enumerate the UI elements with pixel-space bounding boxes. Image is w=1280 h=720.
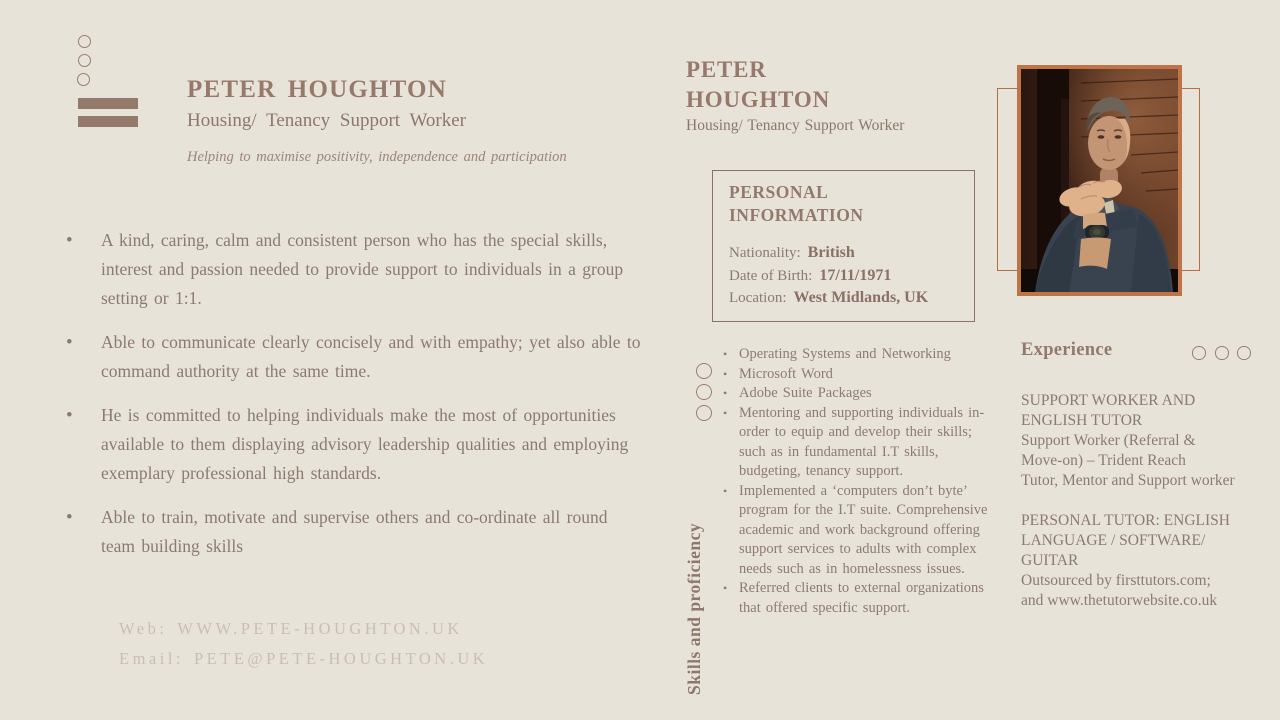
info-value: West Midlands, UK — [793, 289, 929, 306]
candidate-role-middle: Housing/ Tenancy Support Worker — [686, 117, 905, 134]
job-title: PERSONAL TUTOR: ENGLISH LANGUAGE / SOFTWARE/ GUITAR — [1021, 512, 1230, 569]
personal-info-box — [712, 170, 975, 322]
summary-item: • Able to train, motivate and supervise others and co-ordinate all round team building skills — [64, 503, 642, 561]
decor-circle-icon — [1237, 346, 1251, 360]
job-entry — [1021, 511, 1237, 611]
info-row-dob — [729, 265, 958, 288]
summary-item: • Able to communicate clearly concisely and with empathy; yet also able to command authority at the same time. — [64, 328, 642, 386]
skill-item: • Referred clients to external organizations that offered specific support. — [722, 579, 988, 618]
candidate-name-line1: PETER — [686, 57, 767, 82]
job-detail: Support Worker (Referral & Move-on) – Trident Reach — [1021, 432, 1196, 469]
candidate-name: PETER HOUGHTON — [187, 76, 447, 103]
decor-circle-icon — [696, 405, 712, 421]
tagline: Helping to maximise positivity, independence and participation — [187, 149, 567, 165]
summary-item: • A kind, caring, calm and consistent person who has the special skills, interest and passion needed to provide support to individuals in a group setting or 1:1. — [64, 226, 642, 313]
skill-item: • Microsoft Word — [722, 365, 988, 385]
info-value: 17/11/1971 — [819, 266, 892, 284]
website-label: Web: — [119, 619, 168, 638]
personal-info-title: PERSONAL INFORMATION — [729, 182, 864, 225]
experience-title: Experience — [1021, 340, 1113, 360]
job-detail: Tutor, Mentor and Support worker — [1021, 472, 1235, 489]
decor-bar — [78, 116, 138, 127]
portrait-illustration — [1021, 69, 1178, 292]
candidate-name-middle — [686, 55, 830, 115]
decor-bar — [78, 98, 138, 109]
decor-circle-icon — [77, 73, 90, 86]
personal-info-fields — [729, 242, 958, 310]
experience-list — [1021, 391, 1237, 631]
contact-block — [119, 614, 498, 674]
email-row — [119, 644, 498, 674]
info-label: Location: — [729, 290, 787, 306]
skill-item: • Operating Systems and Networking — [722, 345, 988, 365]
decor-circle-icon — [696, 363, 712, 379]
job-entry — [1021, 391, 1237, 491]
summary-list — [64, 226, 642, 576]
info-row-nationality — [729, 242, 958, 265]
skill-item: • Adobe Suite Packages — [722, 384, 988, 404]
info-label: Nationality: — [729, 245, 801, 261]
skills-list — [722, 345, 988, 618]
skill-item: • Implemented a ‘computers don’t byte’ program for the I.T suite. Comprehensive academic and work background offering support services to adults with complex needs such as in homelessness issues. — [722, 482, 988, 580]
website-value: WWW.PETE-HOUGHTON.UK — [177, 619, 463, 638]
decor-circle-icon — [696, 384, 712, 400]
email-value: PETE@PETE-HOUGHTON.UK — [194, 649, 489, 668]
decor-circle-icon — [1192, 346, 1206, 360]
summary-item: • He is committed to helping individuals make the most of opportunities available to them displaying advisory leadership qualities and employing exemplary professional high standards. — [64, 401, 642, 488]
skills-section-label: Skills and proficiency — [684, 522, 704, 695]
decor-circle-icon — [78, 35, 91, 48]
candidate-name-line2: HOUGHTON — [686, 87, 830, 112]
decor-circle-icon — [1215, 346, 1229, 360]
job-title: SUPPORT WORKER AND ENGLISH TUTOR — [1021, 392, 1196, 429]
website-row — [119, 614, 498, 644]
decor-circle-icon — [78, 54, 91, 67]
email-label: Email: — [119, 649, 184, 668]
skill-item: • Mentoring and supporting individuals in-order to equip and develop their skills; such as in fundamental I.T skills, budgeting, tenancy support. — [722, 404, 988, 482]
info-label: Date of Birth: — [729, 267, 813, 284]
candidate-role: Housing/ Tenancy Support Worker — [187, 110, 466, 131]
info-row-location — [729, 287, 958, 310]
job-detail: Outsourced by firsttutors.com; and www.thetutorwebsite.co.uk — [1021, 572, 1218, 609]
portrait-photo — [1017, 65, 1182, 296]
info-value: British — [807, 244, 855, 261]
